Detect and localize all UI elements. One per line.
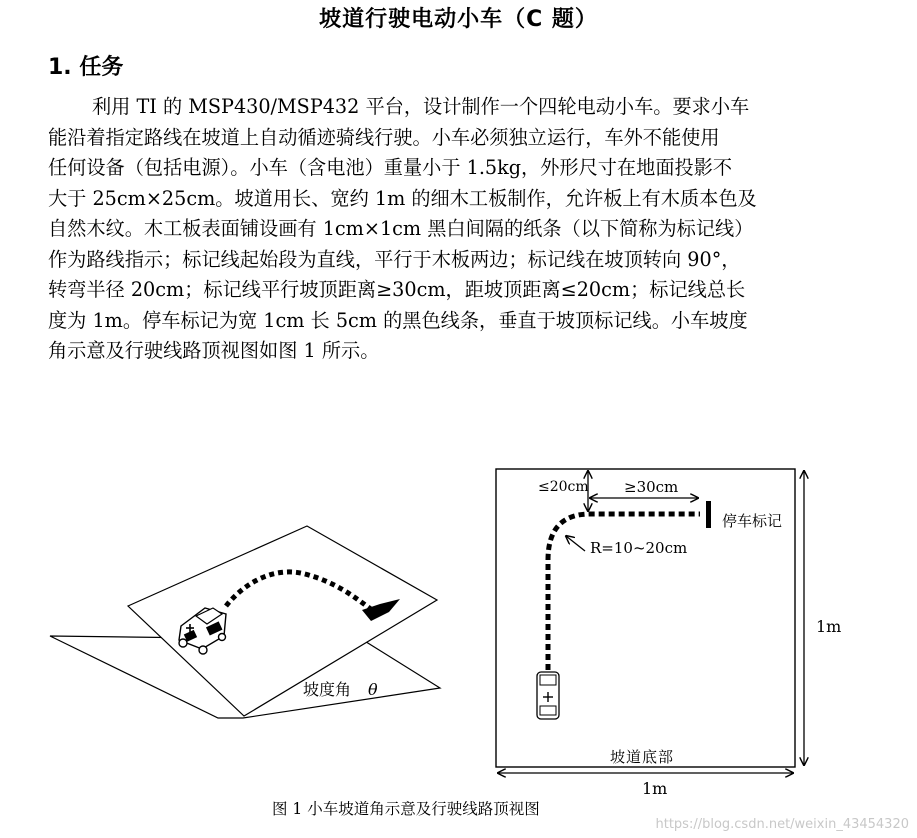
watermark: https://blog.csdn.net/weixin_43454320 <box>655 817 909 832</box>
paragraph-line: 任何设备（包括电源）。小车（含电池）重量小于 1.5kg，外形尺寸在地面投影不 <box>48 156 733 179</box>
parallel-length-label: ≥30cm <box>624 478 679 496</box>
theta-symbol: θ <box>368 680 378 699</box>
paragraph-line: 利用 TI 的 MSP430/MSP432 平台，设计制作一个四轮电动小车。要求小车 <box>92 95 750 118</box>
figure-caption: 图 1 小车坡道角示意及行驶线路顶视图 <box>272 800 540 818</box>
paragraph-line: 大于 25cm×25cm。坡道用长、宽约 1m 的细木工板制作，允许板上有木质本色及 <box>48 186 757 210</box>
bottom-length-label: 1m <box>642 779 668 798</box>
section-heading: 1. 任务 <box>48 55 124 80</box>
paragraph-line: 能沿着指定路线在坡道上自动循迹骑线行驶。小车必须独立运行，车外不能使用 <box>48 125 720 149</box>
dist-to-top-label: ≤20cm <box>538 479 589 495</box>
page-title: 坡道行驶电动小车（C 题） <box>319 7 598 32</box>
side-length-label: 1m <box>816 617 842 636</box>
paragraph-line: 作为路线指示；标记线起始段为直线，平行于木板两边；标记线在坡顶转向 90°， <box>48 247 741 271</box>
paragraph-line: 转弯半径 20cm；标记线平行坡顶距离≥30cm，距坡顶距离≤20cm；标记线总长 <box>48 278 746 301</box>
slope-angle-label: 坡度角 <box>303 680 352 699</box>
paragraph-line: 自然木纹。木工板表面铺设画有 1cm×1cm 黑白间隔的纸条（以下简称为标记线） <box>48 217 754 240</box>
car-icon <box>537 672 559 719</box>
stop-marker-label: 停车标记 <box>722 512 783 530</box>
slope-perspective-diagram <box>50 526 440 718</box>
dashed-track-line <box>548 514 700 670</box>
stop-marker <box>706 501 711 528</box>
paragraph-line: 度为 1m。停车标记为宽 1cm 长 5cm 的黑色线条，垂直于坡顶标记线。小车坡度 <box>48 308 748 332</box>
top-view-diagram <box>496 469 841 798</box>
ramp-bottom-label: 坡道底部 <box>610 748 675 766</box>
paragraph-line: 角示意及行驶线路顶视图如图 1 所示。 <box>48 339 380 362</box>
radius-label: R=10~20cm <box>590 539 688 557</box>
radius-pointer <box>566 536 585 551</box>
